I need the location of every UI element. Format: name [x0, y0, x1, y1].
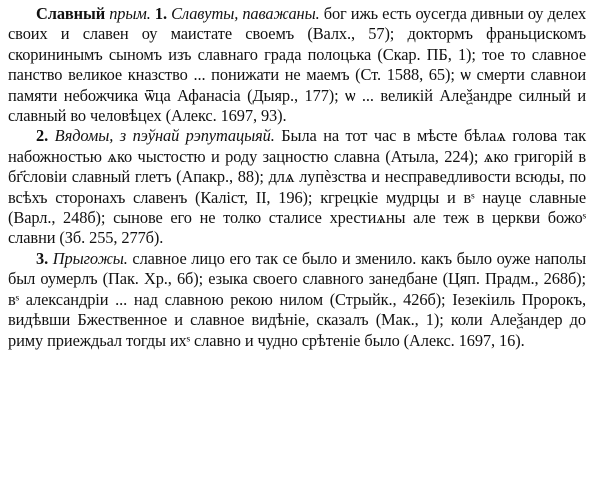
sense-3-citations: славное лицо его так се было и зменило. какъ было оуже наполы был оумерлъ (Пак. Хр., 6б); езыка своего славного занедбане (Цяп. Прадм., 268б); вˢ александріи ... над славною рекою нилом (Стрыйк., 426б); Іезекіиль Пророкъ, видѣвши Бжественное и славное видѣніе, сказалъ (Мак., 1); коли Алеѯандер до риму приеждьал тогды ихˢ славно и чудно срѣтеніе было (Алекс. 1697, 16). — [8, 248, 586, 350]
sense-1-number: 1. — [154, 4, 167, 23]
sense-2-number: 2. — [36, 126, 49, 146]
sense-3 — [8, 249, 586, 351]
part-of-speech: прым. — [109, 4, 151, 23]
sense-2-definition: Вядомы, з пэўнай рэпутацыяй. — [54, 126, 275, 146]
sense-1-citations: бог ижь есть оусегда дивныи оу делех своих и славен оу маистате своемъ (Валх., 57); доктормъ франьцискомъ скорининымъ сыномъ изъ славнаго града полоцька (Скар. ПБ, 1); тое то славное панство великое кназство ... понижати не маемъ (Ст. 1588, 65); ѡ смерти славнои памяти небожчика ѿца Афанасіа (Дыяр., 177); ѡ ... великій Алеѯандре силный и славный во человѣцех (Алекс. 1697, 93). — [8, 4, 587, 126]
sense-3-definition: Прыгожы. — [52, 248, 128, 268]
sense-3-number: 3. — [36, 248, 49, 268]
sense-1 — [8, 4, 586, 126]
sense-2-citations: Была на тот час в мѣсте бѣлаѧ голова так набожностью ѧко чыстостю и роду зацностю славна (Атыла, 224); ѧко григорій в бг҃словіи славный глетъ (Апакр., 88); длѧ лупѐзства и несправедливости всюды, по всѣхъ сторонахъ славенъ (Каліст, II, 196); кгрецкіе мудрцы и вˢ науце славные (Варл., 248б); сынове его не толко сталисе хрестиѧны але теж в церкви божоˢ славни (Зб. 255, 277б). — [8, 126, 587, 248]
sense-1-definition: Славуты, паважаны. — [171, 4, 320, 23]
headword: Славный — [36, 4, 106, 23]
sense-2 — [8, 126, 586, 248]
